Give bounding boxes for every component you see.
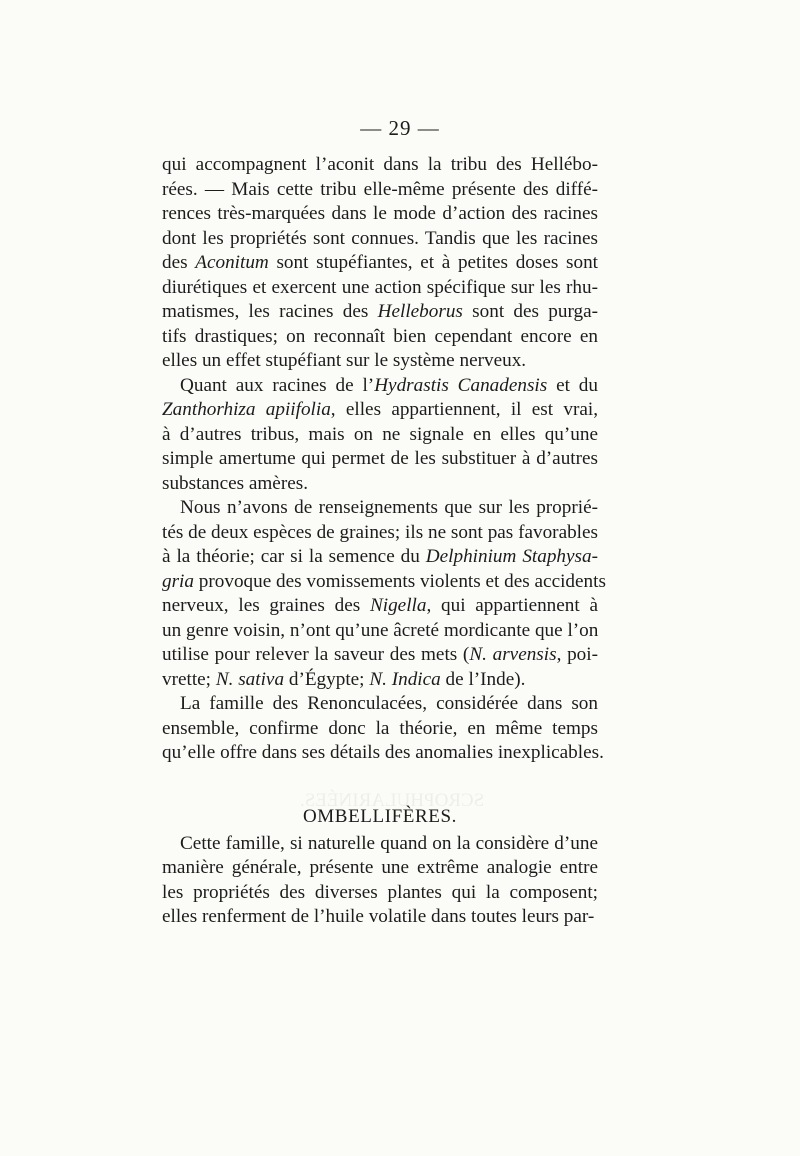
text-run: Quant aux racines de l’	[180, 374, 375, 396]
text-line	[162, 668, 598, 693]
text-run: La famille des Renonculacées, considérée dans son	[180, 693, 598, 714]
text-run: gria	[162, 570, 194, 592]
text-line	[162, 521, 598, 546]
text-run: utilise pour relever la saveur des mets (	[162, 644, 470, 665]
text-run: et du	[547, 374, 598, 396]
text-line	[162, 717, 598, 742]
text-run: rences très-marquées dans le mode d’action des racines	[162, 203, 598, 224]
section-heading: OMBELLIFÈRES.	[302, 805, 457, 827]
text-run: Hydrastis Canadensis	[374, 374, 548, 396]
paragraph	[162, 832, 598, 930]
text-line	[162, 570, 606, 595]
text-line	[162, 545, 598, 570]
text-line	[162, 832, 598, 857]
text-run: diurétiques et exercent une action spécifique sur les rhu-	[162, 276, 598, 298]
text-line	[162, 300, 598, 325]
text-line	[162, 349, 598, 374]
text-run: Helleborus	[377, 301, 463, 322]
text-run: manière générale, présente une extrême analogie entre	[162, 857, 598, 878]
text-run: à la théorie; car si la semence du	[162, 546, 426, 567]
paragraph	[162, 496, 606, 692]
paragraph	[162, 692, 604, 766]
text-run: elles un effet stupéfiant sur le système nerveux.	[162, 350, 527, 371]
text-run: nerveux, les graines des	[162, 595, 370, 616]
text-run: Nous n’avons de renseignements que sur les proprié-	[180, 497, 598, 518]
text-line	[162, 423, 598, 448]
text-run: ensemble, confirme donc la théorie, en même temps	[162, 717, 598, 739]
text-line	[162, 496, 598, 521]
text-line	[162, 594, 598, 619]
text-run: provoque des vomissements violents et des accidents	[194, 570, 606, 592]
text-run: , qui appartiennent à	[426, 595, 598, 616]
text-run: Cette famille, si naturelle quand on la considère d’une	[180, 832, 598, 854]
text-line	[162, 178, 598, 203]
text-run: , elles appartiennent, il est vrai,	[330, 399, 598, 420]
text-run: Delphinium Staphysa-	[425, 546, 598, 567]
text-line	[162, 856, 598, 881]
text-run: rées. — Mais cette tribu elle-même présente des diffé-	[162, 178, 598, 200]
text-line	[162, 741, 604, 766]
text-line	[162, 153, 598, 178]
text-line	[162, 619, 598, 644]
text-run: qui accompagnent l’aconit dans la tribu des Hellébo-	[162, 154, 598, 175]
text-line	[162, 643, 598, 668]
text-line	[162, 905, 598, 930]
body-text	[162, 153, 606, 930]
text-run: tés de deux espèces de graines; ils ne sont pas favorables	[162, 521, 598, 543]
text-line	[162, 227, 598, 252]
text-line	[162, 374, 598, 399]
text-run: matismes, les racines des	[162, 301, 378, 322]
text-run: sont des purga-	[462, 301, 599, 322]
text-run: Aconitum	[195, 252, 269, 273]
text-run: elles renferment de l’huile volatile dans toutes leurs par-	[162, 906, 595, 927]
text-run: vrette;	[162, 668, 216, 690]
text-run: un genre voisin, n’ont qu’une âcreté mordicante que l’on	[162, 619, 599, 641]
text-run: de l’Inde).	[440, 668, 526, 690]
text-line	[162, 447, 598, 472]
text-run: , poi-	[556, 644, 598, 665]
paragraph	[162, 374, 598, 497]
bleed-through-text: SCROPHULARINÉES.	[300, 790, 485, 811]
text-run: N. arvensis	[469, 644, 557, 665]
text-line	[162, 881, 598, 906]
text-line	[162, 276, 598, 301]
text-run: simple amertume qui permet de les substituer à d’autres	[162, 448, 598, 469]
text-run: qu’elle offre dans ses détails des anomalies inexplicables.	[162, 742, 604, 763]
text-run: à d’autres tribus, mais on ne signale en elles qu’une	[162, 423, 598, 445]
text-run: tifs drastiques; on reconnaît bien cependant encore en	[162, 325, 598, 347]
text-run: sont stupéfiantes, et à petites doses sont	[268, 252, 598, 273]
text-run: des	[162, 252, 196, 273]
page-number: — 29 —	[360, 116, 440, 140]
text-line	[162, 325, 598, 350]
text-run: N. Indica	[369, 668, 441, 690]
paragraph	[162, 153, 598, 374]
text-run: Zanthorhiza apiifolia	[162, 399, 331, 420]
text-run: substances amères.	[162, 472, 308, 494]
text-line	[162, 692, 598, 717]
text-run: dont les propriétés sont connues. Tandis que les racines	[162, 227, 598, 249]
text-line	[162, 398, 598, 423]
text-run: d’Égypte;	[284, 668, 370, 690]
text-line	[162, 472, 598, 497]
text-run: les propriétés des diverses plantes qui la composent;	[162, 881, 598, 903]
text-line	[162, 202, 598, 227]
text-run: Nigella	[369, 595, 427, 616]
text-run: N. sativa	[215, 668, 285, 690]
text-line	[162, 251, 598, 276]
